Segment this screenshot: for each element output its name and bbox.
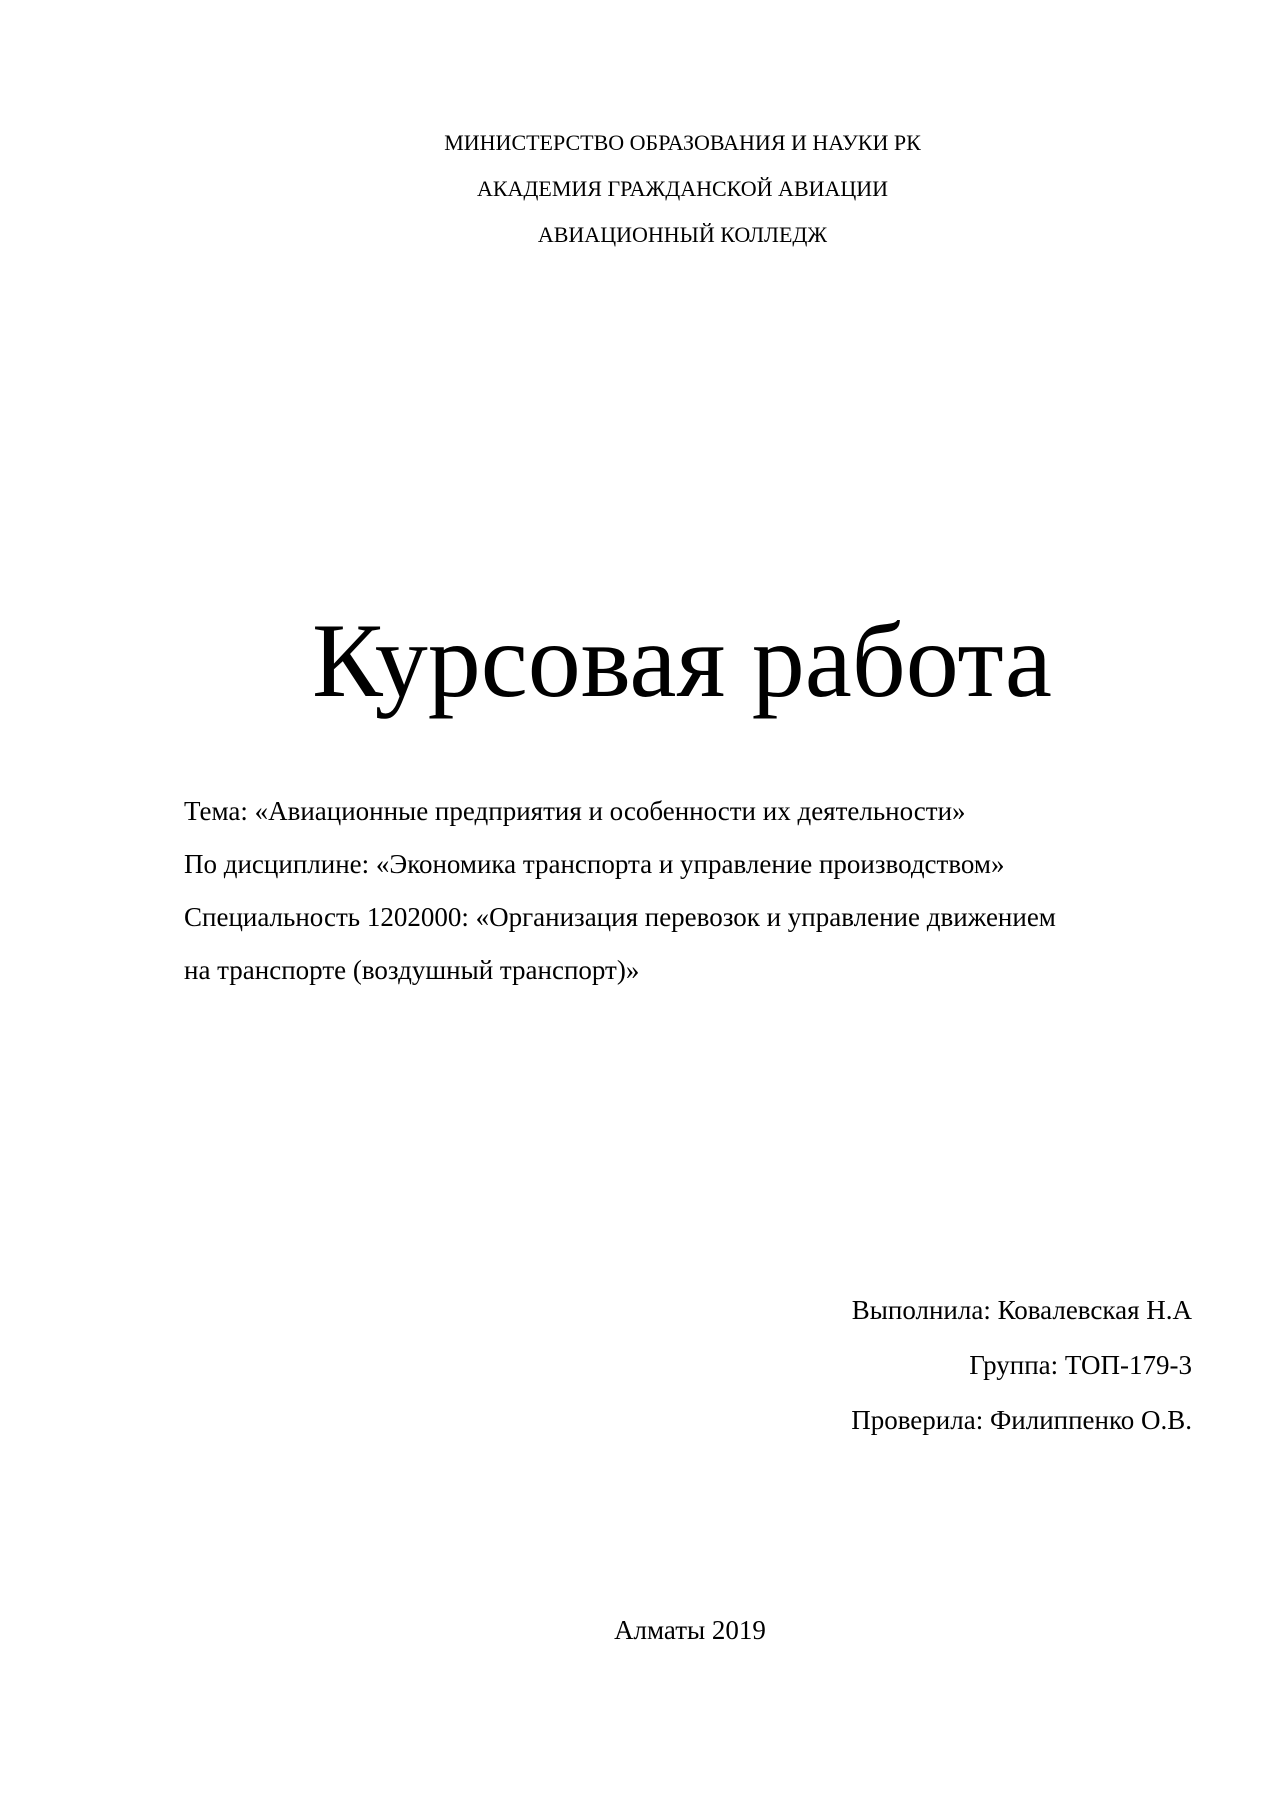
specialty-line-continued: на транспорте (воздушный транспорт)» xyxy=(184,955,640,985)
institution-header xyxy=(0,120,1280,258)
checked-by-line: Проверила: Филиппенко О.В. xyxy=(851,1405,1192,1435)
document-title: Курсовая работа xyxy=(312,602,1052,719)
specialty-line: Специальность 1202000: «Организация перевозок и управление движением xyxy=(184,902,1056,932)
discipline-line: По дисциплине: «Экономика транспорта и управление производством» xyxy=(184,849,1005,879)
academy-line: АКАДЕМИЯ ГРАЖДАНСКОЙ АВИАЦИИ xyxy=(476,176,889,201)
topic-line: Тема: «Авиационные предприятия и особенности их деятельности» xyxy=(184,796,966,826)
college-line: АВИАЦИОННЫЙ КОЛЛЕДЖ xyxy=(537,222,828,247)
performed-by-line: Выполнила: Ковалевская Н.А xyxy=(851,1295,1192,1325)
topic-block xyxy=(184,785,1184,997)
group-line: Группа: ТОП-179-3 xyxy=(969,1350,1192,1380)
author-block xyxy=(851,1283,1192,1448)
ministry-line: МИНИСТЕРСТВО ОБРАЗОВАНИЯ И НАУКИ РК xyxy=(444,130,921,155)
city-year: Алматы 2019 xyxy=(614,1615,766,1645)
